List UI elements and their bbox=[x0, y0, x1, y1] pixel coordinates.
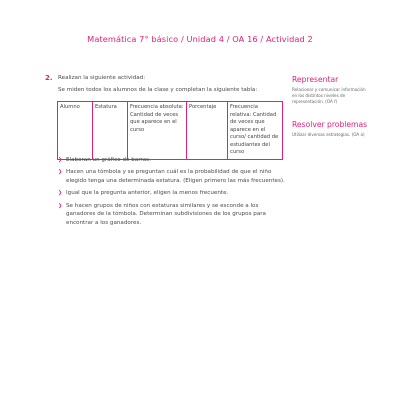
sidebar-skill-represent bbox=[292, 76, 372, 105]
sidebar-skill-solve bbox=[292, 121, 372, 138]
activity-number: 2. bbox=[45, 74, 53, 82]
list-item-text: Hacen una tómbola y se preguntan cuál es la probabilidad de que el niño elegido tenga una determinada estatura. (Eligen primero las más frecuentes). bbox=[66, 169, 285, 185]
table-header-cell: Frecuencia relativa: Cantidad de veces que aparece en el curso/ cantidad de estudiantes del curso bbox=[228, 102, 283, 160]
table-header-cell: Frecuencia absoluta: Cantidad de veces que aparece en el curso bbox=[128, 102, 187, 160]
chevron-right-icon: ❯ bbox=[58, 190, 63, 197]
activity-instructions: Se miden todos los alumnos de la clase y completan la siguiente tabla: bbox=[58, 87, 258, 93]
list-item bbox=[58, 156, 288, 165]
chevron-right-icon: ❯ bbox=[58, 202, 63, 209]
list-item bbox=[58, 202, 288, 228]
list-item-text: Igual que la pregunta anterior, eligen la menos frecuente. bbox=[66, 190, 229, 197]
table-header-row bbox=[58, 102, 283, 160]
activity-steps bbox=[58, 156, 288, 232]
table-header-cell: Alumno bbox=[58, 102, 93, 160]
table-header-cell: Porcentaje bbox=[187, 102, 228, 160]
activity-intro: Realizan la siguiente actividad: bbox=[58, 75, 146, 81]
chevron-right-icon: ❯ bbox=[58, 157, 63, 163]
skill-description: Relacionar y comunicar información en los distintos niveles de representación. (OA f) bbox=[292, 86, 366, 104]
skill-title: Resolver problemas bbox=[292, 120, 368, 129]
list-item bbox=[58, 168, 288, 186]
skill-title: Representar bbox=[292, 75, 339, 84]
frequency-table bbox=[57, 101, 283, 160]
table-header-cell: Estatura bbox=[93, 102, 128, 160]
page-title: Matemática 7° básico / Unidad 4 / OA 16 / Actividad 2 bbox=[87, 34, 313, 44]
list-item-text: Se hacen grupos de niños con estaturas similares y se esconde a los ganadores de la tómbola. Determinan subdivisiones de los grupos para encontrar a los ganadores. bbox=[66, 202, 266, 227]
list-item-text: Elaboran un gráfico de barras. bbox=[66, 157, 151, 163]
skill-description: Utilizar diversas estrategias. (OA a) bbox=[292, 131, 365, 137]
chevron-right-icon: ❯ bbox=[58, 169, 63, 176]
list-item bbox=[58, 189, 288, 198]
